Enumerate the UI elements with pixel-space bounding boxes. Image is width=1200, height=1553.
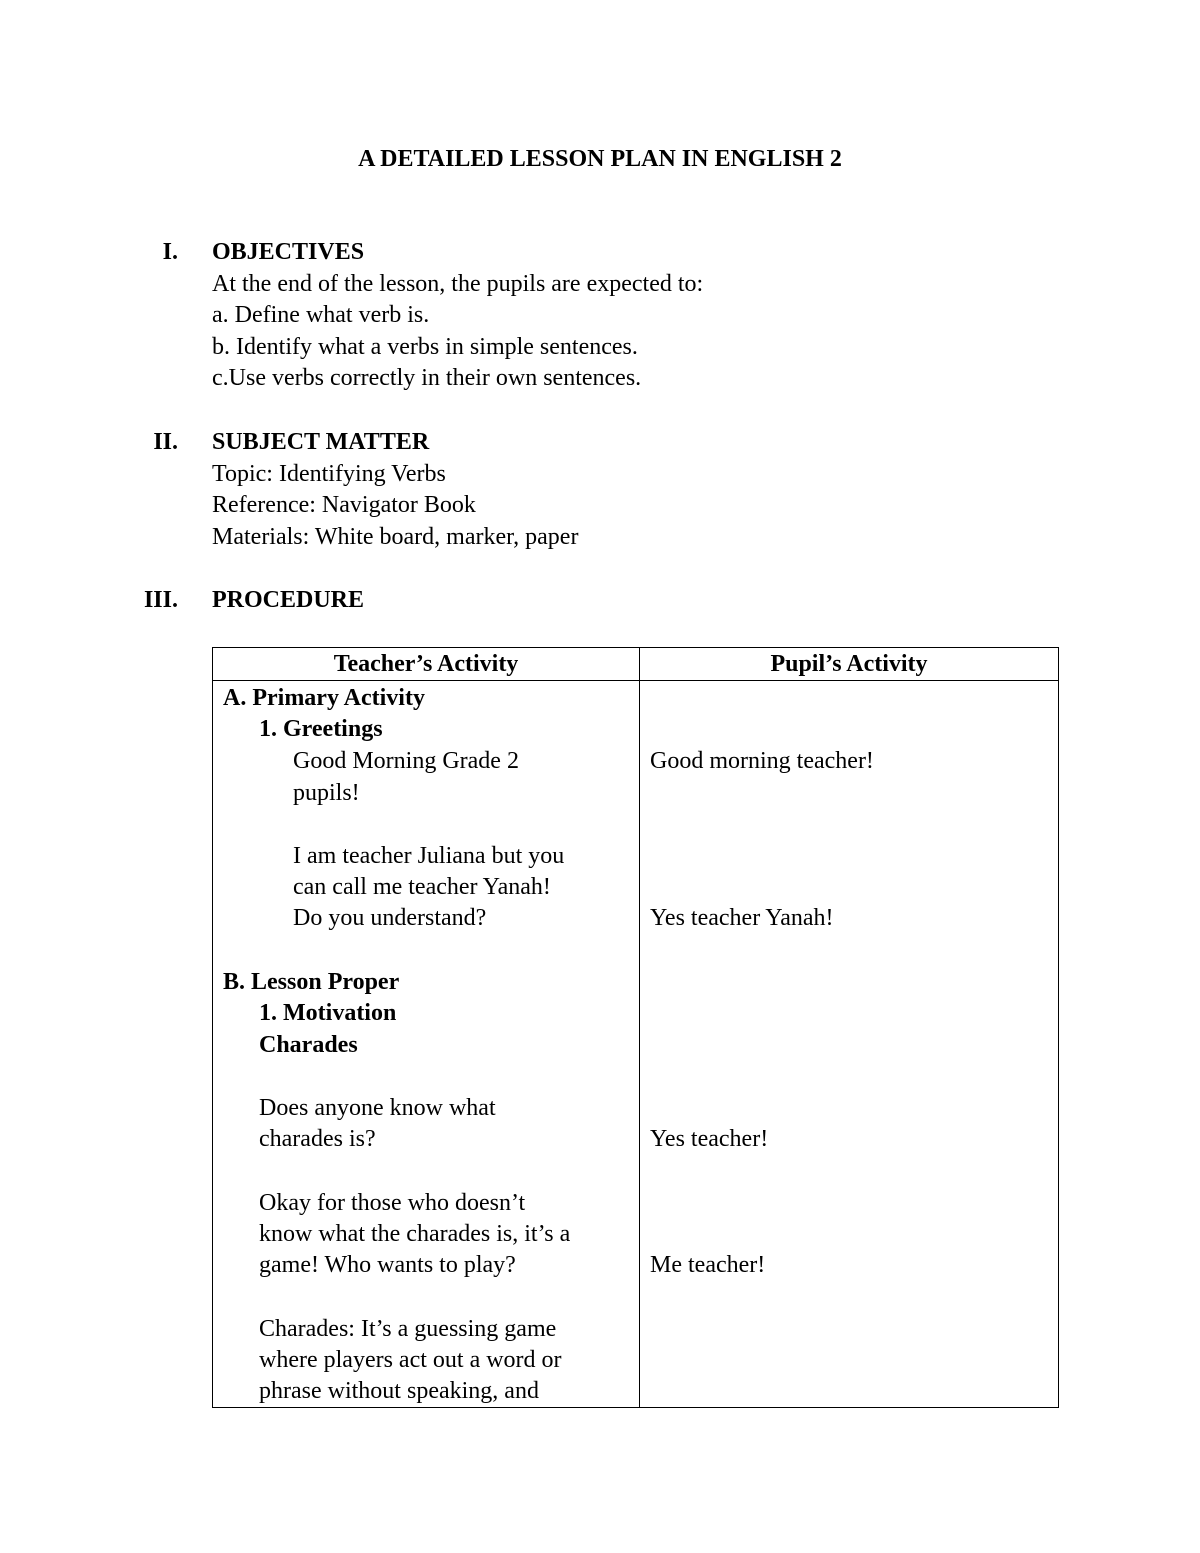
procedure-table: [212, 647, 1059, 1408]
teacher-line: can call me teacher Yanah!: [293, 874, 551, 900]
teacher-line: Charades: It’s a guessing game: [259, 1316, 557, 1342]
pupil-activity-cell: [640, 681, 1059, 1408]
teacher-line: where players act out a word or: [259, 1347, 562, 1373]
teacher-line: I am teacher Juliana but you: [293, 843, 565, 869]
objectives-numeral: I.: [162, 239, 178, 265]
pupil-line: Good morning teacher!: [650, 748, 874, 774]
subject-matter-numeral: II.: [153, 429, 178, 455]
subject-topic: Topic: Identifying Verbs: [212, 460, 446, 487]
subject-matter-heading: SUBJECT MATTER: [212, 429, 430, 455]
pupil-line: Yes teacher Yanah!: [650, 905, 834, 931]
table-header-row: [213, 648, 1059, 681]
subject-reference: Reference: Navigator Book: [212, 492, 476, 518]
teacher-line: Do you understand?: [293, 905, 487, 931]
motivation-heading: 1. Motivation: [259, 1000, 397, 1026]
teacher-line: game! Who wants to play?: [259, 1252, 516, 1278]
objective-item: b. Identify what a verbs in simple sentences.: [212, 333, 638, 360]
subject-materials: Materials: White board, marker, paper: [212, 523, 579, 550]
charades-heading: Charades: [259, 1032, 358, 1058]
objectives-heading: OBJECTIVES: [212, 239, 365, 265]
teacher-activity-cell: [213, 681, 640, 1408]
teacher-line: Good Morning Grade 2: [293, 748, 519, 774]
teacher-line: Okay for those who doesn’t: [259, 1190, 526, 1216]
teacher-line: know what the charades is, it’s a: [259, 1221, 571, 1247]
document-title: A DETAILED LESSON PLAN IN ENGLISH 2: [358, 146, 842, 172]
teacher-activity-header: Teacher’s Activity: [213, 648, 640, 681]
procedure-numeral: III.: [143, 587, 178, 613]
teacher-line: phrase without speaking, and: [259, 1378, 539, 1404]
objective-item: c.Use verbs correctly in their own sentences.: [212, 365, 642, 391]
lesson-proper-heading: B. Lesson Proper: [223, 969, 400, 995]
procedure-heading: PROCEDURE: [212, 587, 365, 613]
pupil-line: Yes teacher!: [650, 1126, 769, 1152]
table-row: [213, 681, 1059, 1408]
pupil-line: Me teacher!: [650, 1252, 766, 1278]
teacher-line: Does anyone know what: [259, 1095, 496, 1121]
greetings-heading: 1. Greetings: [259, 716, 383, 742]
primary-activity-heading: A. Primary Activity: [223, 685, 425, 711]
pupil-activity-header: Pupil’s Activity: [640, 648, 1059, 681]
objective-item: a. Define what verb is.: [212, 302, 430, 328]
objectives-intro: At the end of the lesson, the pupils are expected to:: [212, 270, 704, 297]
teacher-line: charades is?: [259, 1126, 376, 1152]
teacher-line: pupils!: [293, 780, 360, 806]
